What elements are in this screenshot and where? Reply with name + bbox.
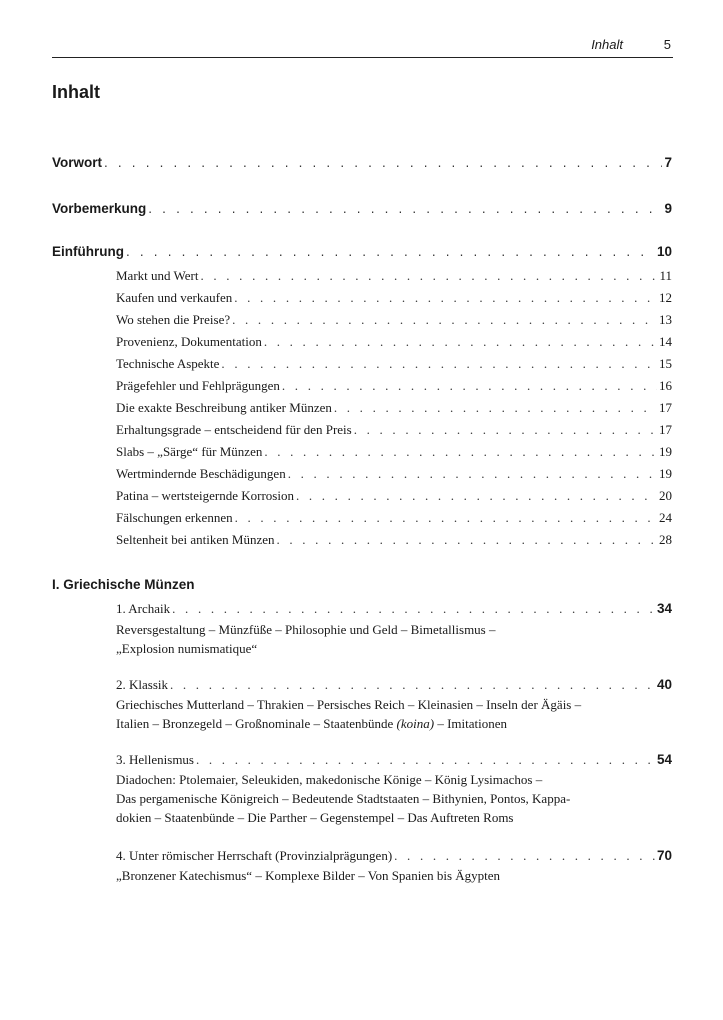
toc-subentry[interactable]: [116, 422, 672, 438]
chapter-description: [116, 695, 636, 733]
toc-subentry-page: 20: [659, 488, 672, 503]
description-line: Reversgestaltung – Münzfüße – Philosophie und Geld – Bimetallismus –: [116, 622, 496, 637]
leader-dots: [334, 400, 657, 416]
leader-dots: [296, 488, 657, 504]
toc-chapter-label: 1. Archaik: [116, 601, 171, 616]
toc-subentry[interactable]: [116, 444, 672, 460]
running-header: [52, 33, 673, 58]
toc-chapter-provinzial[interactable]: [116, 848, 672, 864]
leader-dots: [264, 444, 657, 460]
leader-dots: [170, 677, 655, 693]
leader-dots: [282, 378, 657, 394]
toc-subentry[interactable]: [116, 312, 672, 328]
line-text: – Imitationen: [434, 716, 507, 731]
toc-subentry-label: Seltenheit bei antiken Münzen: [116, 532, 275, 547]
toc-subentry-page: 17: [659, 422, 672, 437]
leader-dots: [126, 244, 655, 259]
leader-dots: [234, 290, 657, 306]
toc-subentry-page: 17: [659, 400, 672, 415]
running-header-title: Inhalt: [591, 37, 623, 52]
leader-dots: [200, 268, 657, 284]
toc-subentry-page: 11: [659, 268, 672, 283]
leader-dots: [235, 510, 657, 526]
toc-subentry-page: 16: [659, 378, 672, 393]
toc-entry-page: 9: [664, 201, 672, 216]
toc-entry-label: Einführung: [52, 244, 124, 259]
toc-subentry-page: 14: [659, 334, 672, 349]
chapter-description: [116, 866, 636, 885]
toc-subentry[interactable]: [116, 268, 672, 284]
leader-dots: [221, 356, 657, 372]
leader-dots: [232, 312, 657, 328]
toc-subentry-label: Slabs – „Särge“ für Münzen: [116, 444, 263, 459]
toc-chapter-page: 70: [656, 848, 672, 863]
toc-subentry-page: 28: [659, 532, 672, 547]
toc-subentry[interactable]: [116, 532, 672, 548]
toc-subentry-page: 19: [659, 444, 672, 459]
line-text-italic: (koina): [396, 716, 435, 731]
toc-subentry-label: Technische Aspekte: [116, 356, 220, 371]
description-line: „Bronzener Katechismus“ – Komplexe Bilder – Von Spanien bis Ägypten: [116, 868, 501, 883]
description-line: Das pergamenische Königreich – Bedeutende Stadtstaaten – Bithynien, Pontos, Kappa-: [116, 791, 571, 806]
description-line: „Explosion numismatique“: [116, 641, 258, 656]
leader-dots: [148, 201, 662, 216]
toc-subentry[interactable]: [116, 334, 672, 350]
toc-subentry[interactable]: [116, 466, 672, 482]
description-line: Diadochen: Ptolemaier, Seleukiden, makedonische Könige – König Lysimachos –: [116, 772, 543, 787]
section-heading[interactable]: I. Griechische Münzen: [52, 577, 195, 592]
leader-dots: [196, 752, 655, 768]
toc-chapter-page: 34: [656, 601, 672, 616]
toc-entry-vorwort[interactable]: [52, 155, 672, 170]
leader-dots: [394, 848, 655, 864]
toc-entry-label: Vorbemerkung: [52, 201, 147, 216]
toc-chapter-klassik[interactable]: [116, 677, 672, 693]
toc-subentry-page: 15: [659, 356, 672, 371]
toc-entry-page: 7: [664, 155, 672, 170]
toc-subentry-label: Wo stehen die Preise?: [116, 312, 231, 327]
toc-subentry-label: Provenienz, Dokumentation: [116, 334, 262, 349]
line-text: Italien – Bronzegeld – Großnominale – Staatenbünde: [116, 716, 397, 731]
toc-subentry-page: 12: [659, 290, 672, 305]
toc-subentry[interactable]: [116, 510, 672, 526]
toc-entry-vorbemerkung[interactable]: [52, 201, 672, 216]
toc-subentry[interactable]: [116, 400, 672, 416]
leader-dots: [172, 601, 655, 617]
toc-entry-label: Vorwort: [52, 155, 102, 170]
toc-chapter-label: 2. Klassik: [116, 677, 168, 692]
description-line: Griechisches Mutterland – Thrakien – Persisches Reich – Kleinasien – Inseln der Ägäis –: [116, 697, 582, 712]
toc-subentry-label: Markt und Wert: [116, 268, 199, 283]
toc-subentry-page: 13: [659, 312, 672, 327]
toc-entry-page: 10: [656, 244, 672, 259]
toc-entry-einfuehrung[interactable]: [52, 244, 672, 259]
toc-chapter-hellenismus[interactable]: [116, 752, 672, 768]
page-number: 5: [663, 37, 671, 52]
toc-chapter-label: 3. Hellenismus: [116, 752, 194, 767]
toc-subentry-label: Prägefehler und Fehlprägungen: [116, 378, 280, 393]
toc-chapter-label: 4. Unter römischer Herrschaft (Provinzialprägungen): [116, 848, 393, 863]
chapter-description: [116, 620, 636, 658]
toc-subentry-page: 24: [659, 510, 672, 525]
leader-dots: [354, 422, 657, 438]
toc-subentry[interactable]: [116, 356, 672, 372]
toc-chapter-archaik[interactable]: [116, 601, 672, 617]
leader-dots: [276, 532, 657, 548]
page-title: Inhalt: [52, 82, 100, 102]
toc-subentry[interactable]: [116, 378, 672, 394]
toc-chapter-page: 54: [656, 752, 672, 767]
leader-dots: [264, 334, 657, 350]
description-line: [116, 714, 636, 733]
toc-subentry-label: Fälschungen erkennen: [116, 510, 233, 525]
chapter-description: [116, 770, 636, 827]
leader-dots: [104, 155, 662, 170]
toc-subentry-label: Patina – wertsteigernde Korrosion: [116, 488, 294, 503]
toc-subentry-label: Kaufen und verkaufen: [116, 290, 233, 305]
leader-dots: [288, 466, 657, 482]
toc-subentry-page: 19: [659, 466, 672, 481]
toc-chapter-page: 40: [656, 677, 672, 692]
toc-subentry[interactable]: [116, 290, 672, 306]
toc-subentry-label: Die exakte Beschreibung antiker Münzen: [116, 400, 332, 415]
description-line: dokien – Staatenbünde – Die Parther – Gegenstempel – Das Auftreten Roms: [116, 810, 514, 825]
toc-subentry-label: Wertmindernde Beschädigungen: [116, 466, 286, 481]
toc-subentry[interactable]: [116, 488, 672, 504]
toc-subentry-label: Erhaltungsgrade – entscheidend für den Preis: [116, 422, 352, 437]
